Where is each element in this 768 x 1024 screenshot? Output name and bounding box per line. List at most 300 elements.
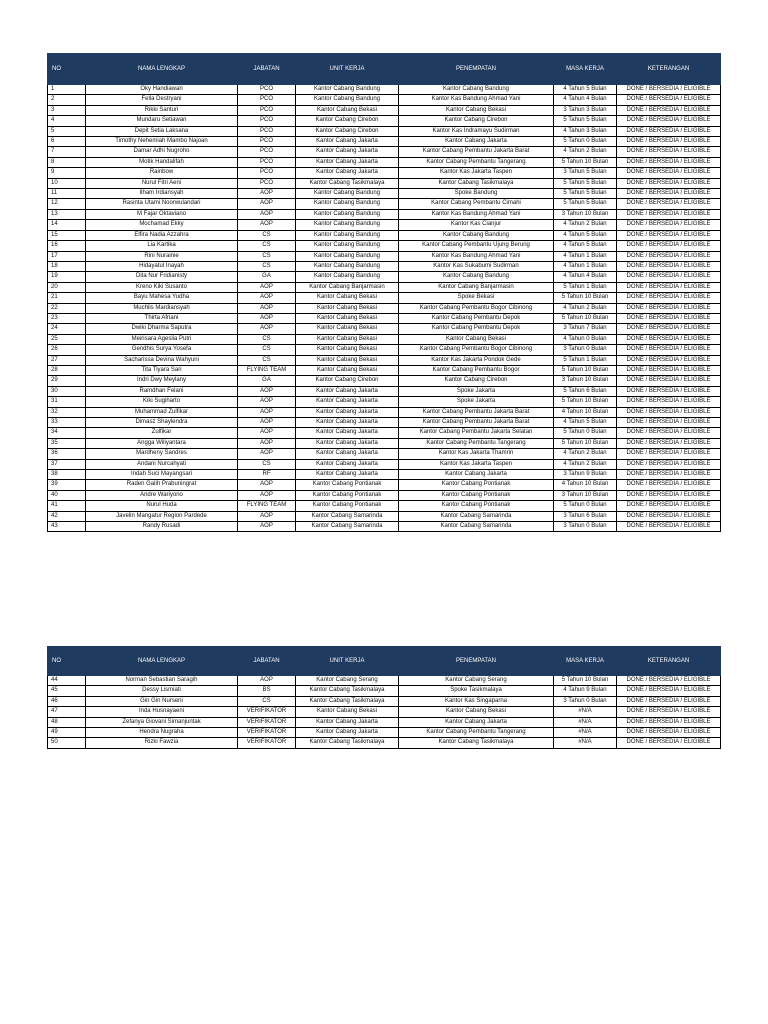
cell-nama-lengkap: Dessy Lismiati bbox=[86, 686, 238, 696]
table-row bbox=[48, 459, 721, 469]
col-header-no: NO bbox=[48, 647, 86, 676]
cell-penempatan: Kantor Cabang Pembantu Jakarta Barat bbox=[399, 418, 554, 428]
cell-jabatan: GA bbox=[238, 376, 296, 386]
cell-no: 19 bbox=[48, 272, 86, 282]
cell-masa-kerja: 4 Tahun 5 Bulan bbox=[554, 230, 617, 240]
cell-masa-kerja: 4 Tahun 2 Bulan bbox=[554, 459, 617, 469]
cell-unit-kerja: Kantor Cabang Bekasi bbox=[296, 355, 399, 365]
cell-penempatan: Kantor Cabang Pembantu Jakarta Barat bbox=[399, 147, 554, 157]
cell-penempatan: Kantor Cabang Pembantu Tangerang bbox=[399, 157, 554, 167]
cell-unit-kerja: Kantor Cabang Bekasi bbox=[296, 293, 399, 303]
cell-no: 47 bbox=[48, 707, 86, 717]
cell-unit-kerja: Kantor Cabang Tasikmalaya bbox=[296, 696, 399, 706]
cell-jabatan: PCO bbox=[238, 157, 296, 167]
cell-nama-lengkap: Rainbow bbox=[86, 168, 238, 178]
cell-nama-lengkap: Dita Nur Fridianisty bbox=[86, 272, 238, 282]
cell-no: 20 bbox=[48, 282, 86, 292]
cell-jabatan: AOP bbox=[238, 220, 296, 230]
cell-jabatan: AOP bbox=[238, 428, 296, 438]
cell-jabatan: FLYING TEAM bbox=[238, 365, 296, 375]
cell-unit-kerja: Kantor Cabang Cirebon bbox=[296, 376, 399, 386]
cell-no: 35 bbox=[48, 438, 86, 448]
table-row bbox=[48, 511, 721, 521]
cell-masa-kerja: 4 Tahun 2 Bulan bbox=[554, 303, 617, 313]
table-row bbox=[48, 696, 721, 706]
cell-nama-lengkap: Muhammad Zulfikar bbox=[86, 407, 238, 417]
cell-unit-kerja: Kantor Cabang Serang bbox=[296, 676, 399, 686]
cell-unit-kerja: Kantor Cabang Bekasi bbox=[296, 105, 399, 115]
cell-penempatan: Spoke Jakarta bbox=[399, 397, 554, 407]
cell-nama-lengkap: Kiki Sugiharto bbox=[86, 397, 238, 407]
cell-nama-lengkap: Ramdhan Felani bbox=[86, 386, 238, 396]
cell-no: 39 bbox=[48, 480, 86, 490]
cell-jabatan: AOP bbox=[238, 418, 296, 428]
table-row bbox=[48, 189, 721, 199]
cell-keterangan: DONE / BERSEDIA / ELIGIBLE bbox=[617, 95, 721, 105]
cell-keterangan: DONE / BERSEDIA / ELIGIBLE bbox=[617, 676, 721, 686]
cell-no: 9 bbox=[48, 168, 86, 178]
table-row bbox=[48, 676, 721, 686]
cell-no: 6 bbox=[48, 137, 86, 147]
cell-unit-kerja: Kantor Cabang Bandung bbox=[296, 220, 399, 230]
cell-no: 29 bbox=[48, 376, 86, 386]
cell-jabatan: VERIFIKATOR bbox=[238, 728, 296, 738]
cell-penempatan: Kantor Cabang Pontianak bbox=[399, 480, 554, 490]
cell-jabatan: AOP bbox=[238, 522, 296, 532]
cell-masa-kerja: 3 Tahun 10 Bulan bbox=[554, 376, 617, 386]
cell-unit-kerja: Kantor Cabang Bandung bbox=[296, 199, 399, 209]
col-header-jabatan: JABATAN bbox=[238, 54, 296, 85]
cell-penempatan: Kantor Kas Sukabumi Sudirman bbox=[399, 261, 554, 271]
cell-keterangan: DONE / BERSEDIA / ELIGIBLE bbox=[617, 428, 721, 438]
table-row bbox=[48, 116, 721, 126]
cell-masa-kerja: 4 Tahun 5 Bulan bbox=[554, 241, 617, 251]
table-row bbox=[48, 85, 721, 95]
cell-penempatan: Kantor Cabang Jakarta bbox=[399, 717, 554, 727]
cell-no: 17 bbox=[48, 251, 86, 261]
cell-unit-kerja: Kantor Cabang Tasikmalaya bbox=[296, 738, 399, 748]
cell-unit-kerja: Kantor Cabang Jakarta bbox=[296, 397, 399, 407]
cell-masa-kerja: 5 Tahun 1 Bulan bbox=[554, 355, 617, 365]
cell-jabatan: PCO bbox=[238, 105, 296, 115]
cell-keterangan: DONE / BERSEDIA / ELIGIBLE bbox=[617, 251, 721, 261]
cell-masa-kerja: 3 Tahun 0 Bulan bbox=[554, 522, 617, 532]
cell-masa-kerja: #N/A bbox=[554, 728, 617, 738]
table-header-row bbox=[48, 54, 721, 85]
cell-penempatan: Spoke Tasikmalaya bbox=[399, 686, 554, 696]
cell-unit-kerja: Kantor Cabang Jakarta bbox=[296, 717, 399, 727]
cell-masa-kerja: 3 Tahun 10 Bulan bbox=[554, 490, 617, 500]
cell-penempatan: Kantor Cabang Pembantu Tangerang bbox=[399, 728, 554, 738]
cell-nama-lengkap: Dwiki Dharma Saputra bbox=[86, 324, 238, 334]
table-row bbox=[48, 501, 721, 511]
table-row bbox=[48, 272, 721, 282]
cell-keterangan: DONE / BERSEDIA / ELIGIBLE bbox=[617, 397, 721, 407]
cell-penempatan: Kantor Kas Jakarta Taspen bbox=[399, 459, 554, 469]
cell-masa-kerja: 4 Tahun 1 Bulan bbox=[554, 251, 617, 261]
table-row bbox=[48, 418, 721, 428]
cell-masa-kerja: 4 Tahun 9 Bulan bbox=[554, 686, 617, 696]
cell-nama-lengkap: Rikki Santuri bbox=[86, 105, 238, 115]
cell-keterangan: DONE / BERSEDIA / ELIGIBLE bbox=[617, 189, 721, 199]
col-header-penempatan: PENEMPATAN bbox=[399, 54, 554, 85]
cell-no: 38 bbox=[48, 470, 86, 480]
cell-nama-lengkap: Gendhis Surya Yosefa bbox=[86, 345, 238, 355]
cell-nama-lengkap: M Fajar Oktaviano bbox=[86, 209, 238, 219]
cell-jabatan: PCO bbox=[238, 147, 296, 157]
cell-no: 12 bbox=[48, 199, 86, 209]
table-row bbox=[48, 209, 721, 219]
cell-masa-kerja: 5 Tahun 10 Bulan bbox=[554, 676, 617, 686]
cell-nama-lengkap: Oky Handiawan bbox=[86, 85, 238, 95]
cell-keterangan: DONE / BERSEDIA / ELIGIBLE bbox=[617, 293, 721, 303]
table-row bbox=[48, 95, 721, 105]
cell-nama-lengkap: Hidayatul Inayah bbox=[86, 261, 238, 271]
cell-keterangan: DONE / BERSEDIA / ELIGIBLE bbox=[617, 313, 721, 323]
cell-unit-kerja: Kantor Cabang Pontianak bbox=[296, 501, 399, 511]
table-row bbox=[48, 334, 721, 344]
cell-jabatan: CS bbox=[238, 334, 296, 344]
cell-penempatan: Kantor Kas Jakarta Pondok Gede bbox=[399, 355, 554, 365]
cell-penempatan: Kantor Cabang Jakarta bbox=[399, 470, 554, 480]
cell-jabatan: CS bbox=[238, 241, 296, 251]
cell-nama-lengkap: Nurul Huda bbox=[86, 501, 238, 511]
table-row bbox=[48, 738, 721, 748]
cell-nama-lengkap: Mardheny Sandres bbox=[86, 449, 238, 459]
cell-jabatan: AOP bbox=[238, 293, 296, 303]
cell-unit-kerja: Kantor Cabang Cirebon bbox=[296, 126, 399, 136]
cell-nama-lengkap: Randy Rusadi bbox=[86, 522, 238, 532]
cell-masa-kerja: 5 Tahun 5 Bulan bbox=[554, 116, 617, 126]
cell-keterangan: DONE / BERSEDIA / ELIGIBLE bbox=[617, 365, 721, 375]
cell-keterangan: DONE / BERSEDIA / ELIGIBLE bbox=[617, 376, 721, 386]
cell-keterangan: DONE / BERSEDIA / ELIGIBLE bbox=[617, 168, 721, 178]
table-row bbox=[48, 147, 721, 157]
cell-masa-kerja: #N/A bbox=[554, 738, 617, 748]
cell-unit-kerja: Kantor Cabang Jakarta bbox=[296, 459, 399, 469]
table-row bbox=[48, 345, 721, 355]
cell-unit-kerja: Kantor Cabang Banjarmasin bbox=[296, 282, 399, 292]
cell-keterangan: DONE / BERSEDIA / ELIGIBLE bbox=[617, 137, 721, 147]
cell-unit-kerja: Kantor Cabang Jakarta bbox=[296, 418, 399, 428]
cell-jabatan: PCO bbox=[238, 168, 296, 178]
cell-unit-kerja: Kantor Cabang Pontianak bbox=[296, 480, 399, 490]
cell-masa-kerja: 5 Tahun 5 Bulan bbox=[554, 178, 617, 188]
cell-unit-kerja: Kantor Cabang Bekasi bbox=[296, 334, 399, 344]
cell-unit-kerja: Kantor Cabang Bekasi bbox=[296, 324, 399, 334]
cell-keterangan: DONE / BERSEDIA / ELIGIBLE bbox=[617, 470, 721, 480]
cell-penempatan: Kantor Cabang Samarinda bbox=[399, 511, 554, 521]
cell-jabatan: AOP bbox=[238, 397, 296, 407]
col-header-penempatan: PENEMPATAN bbox=[399, 647, 554, 676]
cell-no: 28 bbox=[48, 365, 86, 375]
cell-nama-lengkap: Ilham Irdiansyah bbox=[86, 189, 238, 199]
cell-penempatan: Kantor Cabang Jakarta bbox=[399, 137, 554, 147]
table-row bbox=[48, 707, 721, 717]
cell-masa-kerja: 4 Tahun 10 Bulan bbox=[554, 407, 617, 417]
cell-masa-kerja: 5 Tahun 0 Bulan bbox=[554, 428, 617, 438]
cell-no: 31 bbox=[48, 397, 86, 407]
cell-keterangan: DONE / BERSEDIA / ELIGIBLE bbox=[617, 261, 721, 271]
table-row bbox=[48, 251, 721, 261]
cell-unit-kerja: Kantor Cabang Jakarta bbox=[296, 470, 399, 480]
cell-no: 45 bbox=[48, 686, 86, 696]
employee-table-1 bbox=[47, 53, 721, 532]
cell-keterangan: DONE / BERSEDIA / ELIGIBLE bbox=[617, 386, 721, 396]
table-row bbox=[48, 178, 721, 188]
table-row bbox=[48, 137, 721, 147]
cell-unit-kerja: Kantor Cabang Jakarta bbox=[296, 407, 399, 417]
cell-jabatan: AOP bbox=[238, 282, 296, 292]
col-header-unit-kerja: UNIT KERJA bbox=[296, 647, 399, 676]
cell-unit-kerja: Kantor Cabang Bandung bbox=[296, 189, 399, 199]
table-row bbox=[48, 386, 721, 396]
cell-masa-kerja: 3 Tahun 5 Bulan bbox=[554, 168, 617, 178]
col-header-masa-kerja: MASA KERJA bbox=[554, 647, 617, 676]
cell-jabatan: RF bbox=[238, 470, 296, 480]
cell-jabatan: AOP bbox=[238, 480, 296, 490]
cell-unit-kerja: Kantor Cabang Jakarta bbox=[296, 438, 399, 448]
cell-nama-lengkap: Motik Handalifah bbox=[86, 157, 238, 167]
cell-penempatan: Kantor Cabang Pontianak bbox=[399, 490, 554, 500]
cell-keterangan: DONE / BERSEDIA / ELIGIBLE bbox=[617, 85, 721, 95]
table-row bbox=[48, 717, 721, 727]
cell-nama-lengkap: Gin Gin Nurseni bbox=[86, 696, 238, 706]
cell-masa-kerja: 4 Tahun 2 Bulan bbox=[554, 147, 617, 157]
cell-unit-kerja: Kantor Cabang Jakarta bbox=[296, 728, 399, 738]
cell-no: 2 bbox=[48, 95, 86, 105]
cell-keterangan: DONE / BERSEDIA / ELIGIBLE bbox=[617, 230, 721, 240]
cell-nama-lengkap: Mundaru Setiawan bbox=[86, 116, 238, 126]
col-header-unit-kerja: UNIT KERJA bbox=[296, 54, 399, 85]
cell-no: 33 bbox=[48, 418, 86, 428]
cell-penempatan: Kantor Kas Jakarta Taspen bbox=[399, 168, 554, 178]
cell-keterangan: DONE / BERSEDIA / ELIGIBLE bbox=[617, 105, 721, 115]
cell-masa-kerja: 3 Tahun 10 Bulan bbox=[554, 209, 617, 219]
cell-keterangan: DONE / BERSEDIA / ELIGIBLE bbox=[617, 303, 721, 313]
table-row bbox=[48, 490, 721, 500]
col-header-keterangan: KETERANGAN bbox=[617, 54, 721, 85]
table-body-2 bbox=[48, 676, 721, 749]
cell-no: 16 bbox=[48, 241, 86, 251]
cell-penempatan: Kantor Cabang Pembantu Jakarta Barat bbox=[399, 407, 554, 417]
cell-jabatan: CS bbox=[238, 459, 296, 469]
cell-nama-lengkap: Andani Nurcahyati bbox=[86, 459, 238, 469]
cell-penempatan: Kantor Kas Indramayu Sudirman bbox=[399, 126, 554, 136]
cell-jabatan: PCO bbox=[238, 178, 296, 188]
cell-unit-kerja: Kantor Cabang Bekasi bbox=[296, 313, 399, 323]
cell-masa-kerja: 3 Tahun 0 Bulan bbox=[554, 345, 617, 355]
cell-masa-kerja: 4 Tahun 4 Bulan bbox=[554, 95, 617, 105]
cell-jabatan: AOP bbox=[238, 209, 296, 219]
cell-unit-kerja: Kantor Cabang Jakarta bbox=[296, 428, 399, 438]
table-row bbox=[48, 157, 721, 167]
cell-keterangan: DONE / BERSEDIA / ELIGIBLE bbox=[617, 459, 721, 469]
cell-keterangan: DONE / BERSEDIA / ELIGIBLE bbox=[617, 449, 721, 459]
cell-unit-kerja: Kantor Cabang Samarinda bbox=[296, 511, 399, 521]
cell-nama-lengkap: Sacharissa Devina Wahyuni bbox=[86, 355, 238, 365]
cell-penempatan: Kantor Cabang Pembantu Bogor Cibinong bbox=[399, 303, 554, 313]
col-header-nama-lengkap: NAMA LENGKAP bbox=[86, 54, 238, 85]
cell-penempatan: Kantor Cabang Bekasi bbox=[399, 105, 554, 115]
cell-jabatan: CS bbox=[238, 696, 296, 706]
cell-no: 34 bbox=[48, 428, 86, 438]
col-header-masa-kerja: MASA KERJA bbox=[554, 54, 617, 85]
cell-no: 22 bbox=[48, 303, 86, 313]
cell-nama-lengkap: Mochamad Ekky bbox=[86, 220, 238, 230]
cell-unit-kerja: Kantor Cabang Bekasi bbox=[296, 345, 399, 355]
cell-jabatan: VERIFIKATOR bbox=[238, 707, 296, 717]
cell-no: 25 bbox=[48, 334, 86, 344]
cell-no: 50 bbox=[48, 738, 86, 748]
cell-masa-kerja: 4 Tahun 10 Bulan bbox=[554, 480, 617, 490]
cell-jabatan: AOP bbox=[238, 199, 296, 209]
cell-penempatan: Kantor Cabang Bandung bbox=[399, 85, 554, 95]
cell-masa-kerja: 5 Tahun 10 Bulan bbox=[554, 365, 617, 375]
col-header-no: NO bbox=[48, 54, 86, 85]
table-row bbox=[48, 105, 721, 115]
cell-keterangan: DONE / BERSEDIA / ELIGIBLE bbox=[617, 147, 721, 157]
cell-jabatan: AOP bbox=[238, 189, 296, 199]
cell-keterangan: DONE / BERSEDIA / ELIGIBLE bbox=[617, 157, 721, 167]
cell-masa-kerja: 5 Tahun 10 Bulan bbox=[554, 293, 617, 303]
cell-masa-kerja: 5 Tahun 1 Bulan bbox=[554, 282, 617, 292]
table-row bbox=[48, 313, 721, 323]
cell-masa-kerja: 3 Tahun 6 Bulan bbox=[554, 511, 617, 521]
cell-nama-lengkap: Hendra Nugraha bbox=[86, 728, 238, 738]
table-row bbox=[48, 293, 721, 303]
cell-keterangan: DONE / BERSEDIA / ELIGIBLE bbox=[617, 272, 721, 282]
cell-jabatan: PCO bbox=[238, 85, 296, 95]
cell-masa-kerja: 3 Tahun 3 Bulan bbox=[554, 105, 617, 115]
cell-unit-kerja: Kantor Cabang Tasikmalaya bbox=[296, 178, 399, 188]
cell-penempatan: Kantor Cabang Pembantu Depok bbox=[399, 313, 554, 323]
table-row bbox=[48, 686, 721, 696]
cell-penempatan: Kantor Cabang Banjarmasin bbox=[399, 282, 554, 292]
cell-unit-kerja: Kantor Cabang Jakarta bbox=[296, 386, 399, 396]
table-row bbox=[48, 470, 721, 480]
cell-unit-kerja: Kantor Cabang Bandung bbox=[296, 272, 399, 282]
table-row bbox=[48, 303, 721, 313]
cell-no: 7 bbox=[48, 147, 86, 157]
cell-unit-kerja: Kantor Cabang Bandung bbox=[296, 251, 399, 261]
cell-unit-kerja: Kantor Cabang Jakarta bbox=[296, 449, 399, 459]
cell-jabatan: PCO bbox=[238, 126, 296, 136]
cell-keterangan: DONE / BERSEDIA / ELIGIBLE bbox=[617, 686, 721, 696]
cell-penempatan: Kantor Cabang Pembantu Depok bbox=[399, 324, 554, 334]
cell-penempatan: Kantor Kas Jakarta Thamrin bbox=[399, 449, 554, 459]
cell-no: 43 bbox=[48, 522, 86, 532]
cell-keterangan: DONE / BERSEDIA / ELIGIBLE bbox=[617, 334, 721, 344]
cell-keterangan: DONE / BERSEDIA / ELIGIBLE bbox=[617, 522, 721, 532]
table-row bbox=[48, 365, 721, 375]
cell-masa-kerja: 5 Tahun 0 Bulan bbox=[554, 137, 617, 147]
cell-nama-lengkap: Javelin Mangatur Region Pardede bbox=[86, 511, 238, 521]
cell-keterangan: DONE / BERSEDIA / ELIGIBLE bbox=[617, 707, 721, 717]
cell-jabatan: CS bbox=[238, 345, 296, 355]
cell-no: 30 bbox=[48, 386, 86, 396]
cell-unit-kerja: Kantor Cabang Jakarta bbox=[296, 168, 399, 178]
cell-nama-lengkap: Indah Suci Mayangsari bbox=[86, 470, 238, 480]
table-row bbox=[48, 168, 721, 178]
cell-masa-kerja: #N/A bbox=[554, 717, 617, 727]
cell-penempatan: Kantor Cabang Tasikmalaya bbox=[399, 178, 554, 188]
cell-jabatan: AOP bbox=[238, 449, 296, 459]
cell-jabatan: PCO bbox=[238, 95, 296, 105]
cell-keterangan: DONE / BERSEDIA / ELIGIBLE bbox=[617, 490, 721, 500]
cell-nama-lengkap: Lia Kartika bbox=[86, 241, 238, 251]
cell-masa-kerja: 5 Tahun 5 Bulan bbox=[554, 199, 617, 209]
table-row bbox=[48, 199, 721, 209]
cell-unit-kerja: Kantor Cabang Jakarta bbox=[296, 137, 399, 147]
cell-penempatan: Kantor Cabang Bandung bbox=[399, 230, 554, 240]
cell-masa-kerja: 5 Tahun 10 Bulan bbox=[554, 438, 617, 448]
cell-no: 3 bbox=[48, 105, 86, 115]
cell-nama-lengkap: Andre Wariyono bbox=[86, 490, 238, 500]
cell-no: 24 bbox=[48, 324, 86, 334]
col-header-keterangan: KETERANGAN bbox=[617, 647, 721, 676]
cell-penempatan: Kantor Cabang Cirebon bbox=[399, 376, 554, 386]
cell-unit-kerja: Kantor Cabang Bekasi bbox=[296, 707, 399, 717]
cell-nama-lengkap: Rini Nurainie bbox=[86, 251, 238, 261]
cell-unit-kerja: Kantor Cabang Cirebon bbox=[296, 116, 399, 126]
cell-penempatan: Kantor Kas Bandung Ahmad Yani bbox=[399, 209, 554, 219]
table-row bbox=[48, 449, 721, 459]
cell-no: 46 bbox=[48, 696, 86, 706]
cell-no: 1 bbox=[48, 85, 86, 95]
table-row bbox=[48, 480, 721, 490]
cell-keterangan: DONE / BERSEDIA / ELIGIBLE bbox=[617, 728, 721, 738]
cell-nama-lengkap: Angga Wiliyantara bbox=[86, 438, 238, 448]
cell-penempatan: Kantor Cabang Pembantu Tangerang bbox=[399, 438, 554, 448]
cell-unit-kerja: Kantor Cabang Pontianak bbox=[296, 490, 399, 500]
cell-penempatan: Kantor Cabang Tasikmalaya bbox=[399, 738, 554, 748]
cell-unit-kerja: Kantor Cabang Bandung bbox=[296, 241, 399, 251]
cell-masa-kerja: 4 Tahun 5 Bulan bbox=[554, 85, 617, 95]
cell-no: 40 bbox=[48, 490, 86, 500]
table-body-1 bbox=[48, 85, 721, 532]
cell-unit-kerja: Kantor Cabang Bandung bbox=[296, 261, 399, 271]
cell-unit-kerja: Kantor Cabang Bekasi bbox=[296, 365, 399, 375]
cell-nama-lengkap: Inda Husnayaeni bbox=[86, 707, 238, 717]
cell-masa-kerja: 4 Tahun 4 Bulan bbox=[554, 272, 617, 282]
cell-masa-kerja: 5 Tahun 10 Bulan bbox=[554, 397, 617, 407]
cell-unit-kerja: Kantor Cabang Jakarta bbox=[296, 147, 399, 157]
cell-no: 49 bbox=[48, 728, 86, 738]
cell-masa-kerja: 3 Tahun 7 Bulan bbox=[554, 324, 617, 334]
table-row bbox=[48, 397, 721, 407]
cell-masa-kerja: 5 Tahun 10 Bulan bbox=[554, 313, 617, 323]
cell-penempatan: Kantor Kas Bandung Ahmad Yani bbox=[399, 251, 554, 261]
cell-jabatan: VERIFIKATOR bbox=[238, 738, 296, 748]
cell-keterangan: DONE / BERSEDIA / ELIGIBLE bbox=[617, 220, 721, 230]
cell-nama-lengkap: Norman Sebastian Saragih bbox=[86, 676, 238, 686]
cell-jabatan: FLYING TEAM bbox=[238, 501, 296, 511]
cell-nama-lengkap: Zulfikar bbox=[86, 428, 238, 438]
cell-unit-kerja: Kantor Cabang Jakarta bbox=[296, 157, 399, 167]
cell-nama-lengkap: Bayu Mahesa Yudha bbox=[86, 293, 238, 303]
cell-no: 37 bbox=[48, 459, 86, 469]
cell-jabatan: AOP bbox=[238, 438, 296, 448]
table-row bbox=[48, 522, 721, 532]
cell-masa-kerja: 3 Tahun 9 Bulan bbox=[554, 470, 617, 480]
cell-jabatan: CS bbox=[238, 251, 296, 261]
cell-nama-lengkap: Tita Tiyara Sari bbox=[86, 365, 238, 375]
cell-nama-lengkap: Timothy Nehemiah Mambo Najoan bbox=[86, 137, 238, 147]
cell-keterangan: DONE / BERSEDIA / ELIGIBLE bbox=[617, 480, 721, 490]
cell-masa-kerja: 5 Tahun 5 Bulan bbox=[554, 189, 617, 199]
cell-nama-lengkap: Zefanya Giovani Simanjuntak bbox=[86, 717, 238, 727]
